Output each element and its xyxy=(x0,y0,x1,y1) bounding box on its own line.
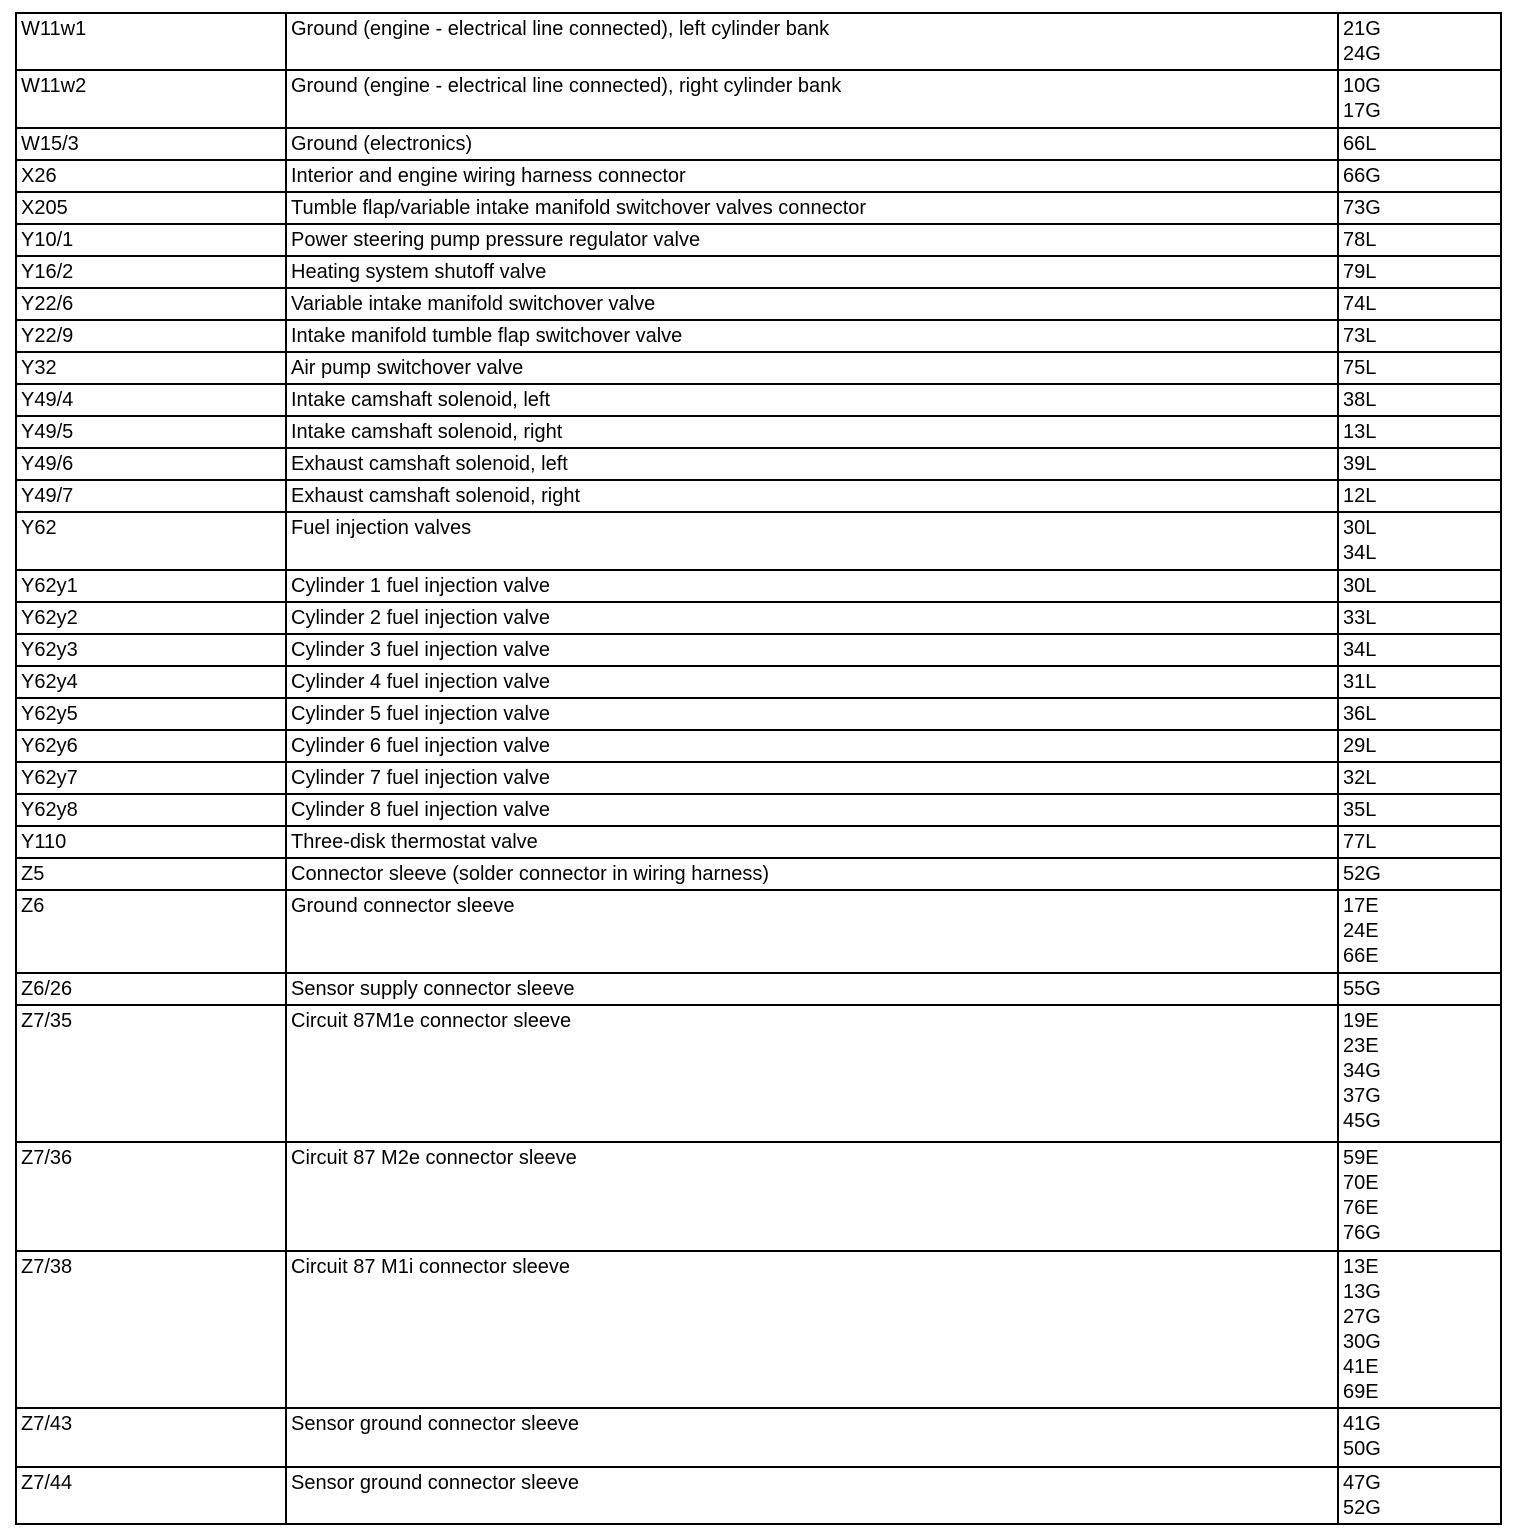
component-description-cell: Intake camshaft solenoid, right xyxy=(286,416,1338,448)
grid-location-cell xyxy=(1338,794,1501,826)
grid-location-cell xyxy=(1338,1142,1501,1251)
grid-location: 55G xyxy=(1343,978,1381,1000)
component-description-cell: Heating system shutoff valve xyxy=(286,256,1338,288)
grid-location-cell xyxy=(1338,666,1501,698)
grid-location: 34L xyxy=(1343,639,1377,661)
table-row xyxy=(16,762,1501,794)
grid-location: 66G xyxy=(1343,165,1381,187)
table-row xyxy=(16,1408,1501,1467)
component-description-cell: Exhaust camshaft solenoid, left xyxy=(286,448,1338,480)
component-description-cell: Three-disk thermostat valve xyxy=(286,826,1338,858)
grid-location: 13E xyxy=(1343,1256,1379,1278)
table-body xyxy=(16,13,1501,1524)
grid-location-cell xyxy=(1338,448,1501,480)
grid-location: 17E xyxy=(1343,895,1379,917)
table-row xyxy=(16,512,1501,570)
table-row xyxy=(16,1251,1501,1408)
grid-location: 30L xyxy=(1343,575,1377,597)
component-code-cell: Y16/2 xyxy=(16,256,286,288)
table-row xyxy=(16,320,1501,352)
grid-location: 77L xyxy=(1343,831,1377,853)
grid-location: 79L xyxy=(1343,261,1377,283)
component-code-cell: Y62y4 xyxy=(16,666,286,698)
grid-location-cell xyxy=(1338,320,1501,352)
table-row xyxy=(16,666,1501,698)
component-code-cell: Z7/43 xyxy=(16,1408,286,1467)
grid-location: 32L xyxy=(1343,767,1377,789)
grid-location-cell xyxy=(1338,730,1501,762)
table-row xyxy=(16,416,1501,448)
component-description-cell: Variable intake manifold switchover valve xyxy=(286,288,1338,320)
grid-location: 73L xyxy=(1343,325,1377,347)
component-code-cell: Y62y8 xyxy=(16,794,286,826)
grid-location: 76G xyxy=(1343,1222,1381,1244)
grid-location-cell xyxy=(1338,858,1501,890)
grid-location-cell xyxy=(1338,128,1501,160)
component-description-cell: Intake camshaft solenoid, left xyxy=(286,384,1338,416)
grid-location: 37G xyxy=(1343,1085,1381,1107)
table-row xyxy=(16,858,1501,890)
component-code-cell: Z7/44 xyxy=(16,1467,286,1524)
grid-location-cell xyxy=(1338,826,1501,858)
table-row xyxy=(16,256,1501,288)
grid-location: 66L xyxy=(1343,133,1377,155)
grid-location: 78L xyxy=(1343,229,1377,251)
table-row xyxy=(16,730,1501,762)
component-description-cell: Intake manifold tumble flap switchover valve xyxy=(286,320,1338,352)
grid-location: 39L xyxy=(1343,453,1377,475)
table-row xyxy=(16,1467,1501,1524)
component-code-cell: Y62y5 xyxy=(16,698,286,730)
component-code-cell: Y62y2 xyxy=(16,602,286,634)
grid-location: 52G xyxy=(1343,863,1381,885)
component-description-cell: Exhaust camshaft solenoid, right xyxy=(286,480,1338,512)
grid-location: 52G xyxy=(1343,1497,1381,1519)
grid-location-cell xyxy=(1338,890,1501,973)
grid-location-cell xyxy=(1338,1408,1501,1467)
component-description-cell: Fuel injection valves xyxy=(286,512,1338,570)
grid-location: 24G xyxy=(1343,43,1381,65)
grid-location: 30G xyxy=(1343,1331,1381,1353)
grid-location-cell xyxy=(1338,1251,1501,1408)
grid-location-cell xyxy=(1338,70,1501,128)
grid-location-cell xyxy=(1338,416,1501,448)
component-description-cell: Interior and engine wiring harness connector xyxy=(286,160,1338,192)
table-row xyxy=(16,13,1501,70)
grid-location: 70E xyxy=(1343,1172,1379,1194)
table-row xyxy=(16,480,1501,512)
table-row xyxy=(16,602,1501,634)
table-row xyxy=(16,192,1501,224)
component-code-cell: Y62y1 xyxy=(16,570,286,602)
grid-location: 36L xyxy=(1343,703,1377,725)
grid-location: 21G xyxy=(1343,18,1381,40)
component-location-table xyxy=(15,12,1502,1525)
grid-location-cell xyxy=(1338,224,1501,256)
grid-location: 33L xyxy=(1343,607,1377,629)
table-row xyxy=(16,890,1501,973)
component-code-cell: Z7/38 xyxy=(16,1251,286,1408)
grid-location: 12L xyxy=(1343,485,1377,507)
grid-location: 59E xyxy=(1343,1147,1379,1169)
grid-location: 35L xyxy=(1343,799,1377,821)
component-code-cell: Y22/6 xyxy=(16,288,286,320)
grid-location: 24E xyxy=(1343,920,1379,942)
table-row xyxy=(16,826,1501,858)
grid-location: 13G xyxy=(1343,1281,1381,1303)
grid-location: 34L xyxy=(1343,542,1377,564)
grid-location: 76E xyxy=(1343,1197,1379,1219)
grid-location: 75L xyxy=(1343,357,1377,379)
grid-location: 45G xyxy=(1343,1110,1381,1132)
component-code-cell: Y32 xyxy=(16,352,286,384)
component-description-cell: Sensor ground connector sleeve xyxy=(286,1467,1338,1524)
grid-location: 23E xyxy=(1343,1035,1379,1057)
grid-location-cell xyxy=(1338,570,1501,602)
component-description-cell: Sensor ground connector sleeve xyxy=(286,1408,1338,1467)
table-row xyxy=(16,352,1501,384)
component-description-cell: Cylinder 7 fuel injection valve xyxy=(286,762,1338,794)
table-row xyxy=(16,794,1501,826)
component-code-cell: Y49/5 xyxy=(16,416,286,448)
grid-location: 69E xyxy=(1343,1381,1379,1403)
component-code-cell: Z7/36 xyxy=(16,1142,286,1251)
grid-location: 41G xyxy=(1343,1413,1381,1435)
component-code-cell: W15/3 xyxy=(16,128,286,160)
component-description-cell: Power steering pump pressure regulator valve xyxy=(286,224,1338,256)
component-description-cell: Cylinder 5 fuel injection valve xyxy=(286,698,1338,730)
component-code-cell: Z5 xyxy=(16,858,286,890)
component-code-cell: Y49/6 xyxy=(16,448,286,480)
component-description-cell: Circuit 87 M1i connector sleeve xyxy=(286,1251,1338,1408)
component-description-cell: Cylinder 2 fuel injection valve xyxy=(286,602,1338,634)
component-description-cell: Tumble flap/variable intake manifold switchover valves connector xyxy=(286,192,1338,224)
grid-location: 66E xyxy=(1343,945,1379,967)
component-code-cell: Y10/1 xyxy=(16,224,286,256)
component-description-cell: Cylinder 4 fuel injection valve xyxy=(286,666,1338,698)
component-code-cell: Y49/7 xyxy=(16,480,286,512)
grid-location-cell xyxy=(1338,602,1501,634)
table-row xyxy=(16,160,1501,192)
table-row xyxy=(16,384,1501,416)
grid-location-cell xyxy=(1338,480,1501,512)
component-code-cell: Y62y7 xyxy=(16,762,286,794)
grid-location: 34G xyxy=(1343,1060,1381,1082)
grid-location: 73G xyxy=(1343,197,1381,219)
grid-location: 10G xyxy=(1343,75,1381,97)
grid-location: 74L xyxy=(1343,293,1377,315)
component-description-cell: Ground connector sleeve xyxy=(286,890,1338,973)
component-code-cell: W11w1 xyxy=(16,13,286,70)
component-code-cell: Y22/9 xyxy=(16,320,286,352)
grid-location-cell xyxy=(1338,512,1501,570)
grid-location: 29L xyxy=(1343,735,1377,757)
component-description-cell: Ground (engine - electrical line connected), right cylinder bank xyxy=(286,70,1338,128)
table-row xyxy=(16,128,1501,160)
component-code-cell: Z7/35 xyxy=(16,1005,286,1142)
table-row xyxy=(16,1005,1501,1142)
component-description-cell: Cylinder 8 fuel injection valve xyxy=(286,794,1338,826)
component-code-cell: X205 xyxy=(16,192,286,224)
component-code-cell: Z6/26 xyxy=(16,973,286,1005)
component-code-cell: Y62y6 xyxy=(16,730,286,762)
grid-location: 30L xyxy=(1343,517,1377,539)
grid-location: 19E xyxy=(1343,1010,1379,1032)
table-row xyxy=(16,973,1501,1005)
grid-location: 17G xyxy=(1343,100,1381,122)
component-code-cell: W11w2 xyxy=(16,70,286,128)
component-description-cell: Circuit 87 M2e connector sleeve xyxy=(286,1142,1338,1251)
component-code-cell: Z6 xyxy=(16,890,286,973)
grid-location-cell xyxy=(1338,352,1501,384)
table-row xyxy=(16,70,1501,128)
grid-location-cell xyxy=(1338,13,1501,70)
component-description-cell: Ground (electronics) xyxy=(286,128,1338,160)
grid-location-cell xyxy=(1338,384,1501,416)
grid-location: 38L xyxy=(1343,389,1377,411)
component-code-cell: Y62 xyxy=(16,512,286,570)
grid-location-cell xyxy=(1338,1467,1501,1524)
grid-location-cell xyxy=(1338,192,1501,224)
component-description-cell: Cylinder 3 fuel injection valve xyxy=(286,634,1338,666)
component-code-cell: Y62y3 xyxy=(16,634,286,666)
table-row xyxy=(16,570,1501,602)
grid-location-cell xyxy=(1338,288,1501,320)
component-code-cell: Y49/4 xyxy=(16,384,286,416)
grid-location-cell xyxy=(1338,698,1501,730)
table-row xyxy=(16,448,1501,480)
component-code-cell: Y110 xyxy=(16,826,286,858)
grid-location-cell xyxy=(1338,762,1501,794)
grid-location: 31L xyxy=(1343,671,1377,693)
grid-location-cell xyxy=(1338,1005,1501,1142)
grid-location: 13L xyxy=(1343,421,1377,443)
component-description-cell: Air pump switchover valve xyxy=(286,352,1338,384)
grid-location-cell xyxy=(1338,634,1501,666)
table-row xyxy=(16,224,1501,256)
component-description-cell: Connector sleeve (solder connector in wiring harness) xyxy=(286,858,1338,890)
component-description-cell: Cylinder 1 fuel injection valve xyxy=(286,570,1338,602)
grid-location: 47G xyxy=(1343,1472,1381,1494)
table-row xyxy=(16,288,1501,320)
table-row xyxy=(16,634,1501,666)
table-row xyxy=(16,698,1501,730)
table-row xyxy=(16,1142,1501,1251)
grid-location: 50G xyxy=(1343,1438,1381,1460)
grid-location: 41E xyxy=(1343,1356,1379,1378)
component-code-cell: X26 xyxy=(16,160,286,192)
grid-location-cell xyxy=(1338,973,1501,1005)
grid-location-cell xyxy=(1338,160,1501,192)
component-description-cell: Cylinder 6 fuel injection valve xyxy=(286,730,1338,762)
component-description-cell: Sensor supply connector sleeve xyxy=(286,973,1338,1005)
grid-location: 27G xyxy=(1343,1306,1381,1328)
component-description-cell: Ground (engine - electrical line connected), left cylinder bank xyxy=(286,13,1338,70)
grid-location-cell xyxy=(1338,256,1501,288)
component-description-cell: Circuit 87M1e connector sleeve xyxy=(286,1005,1338,1142)
